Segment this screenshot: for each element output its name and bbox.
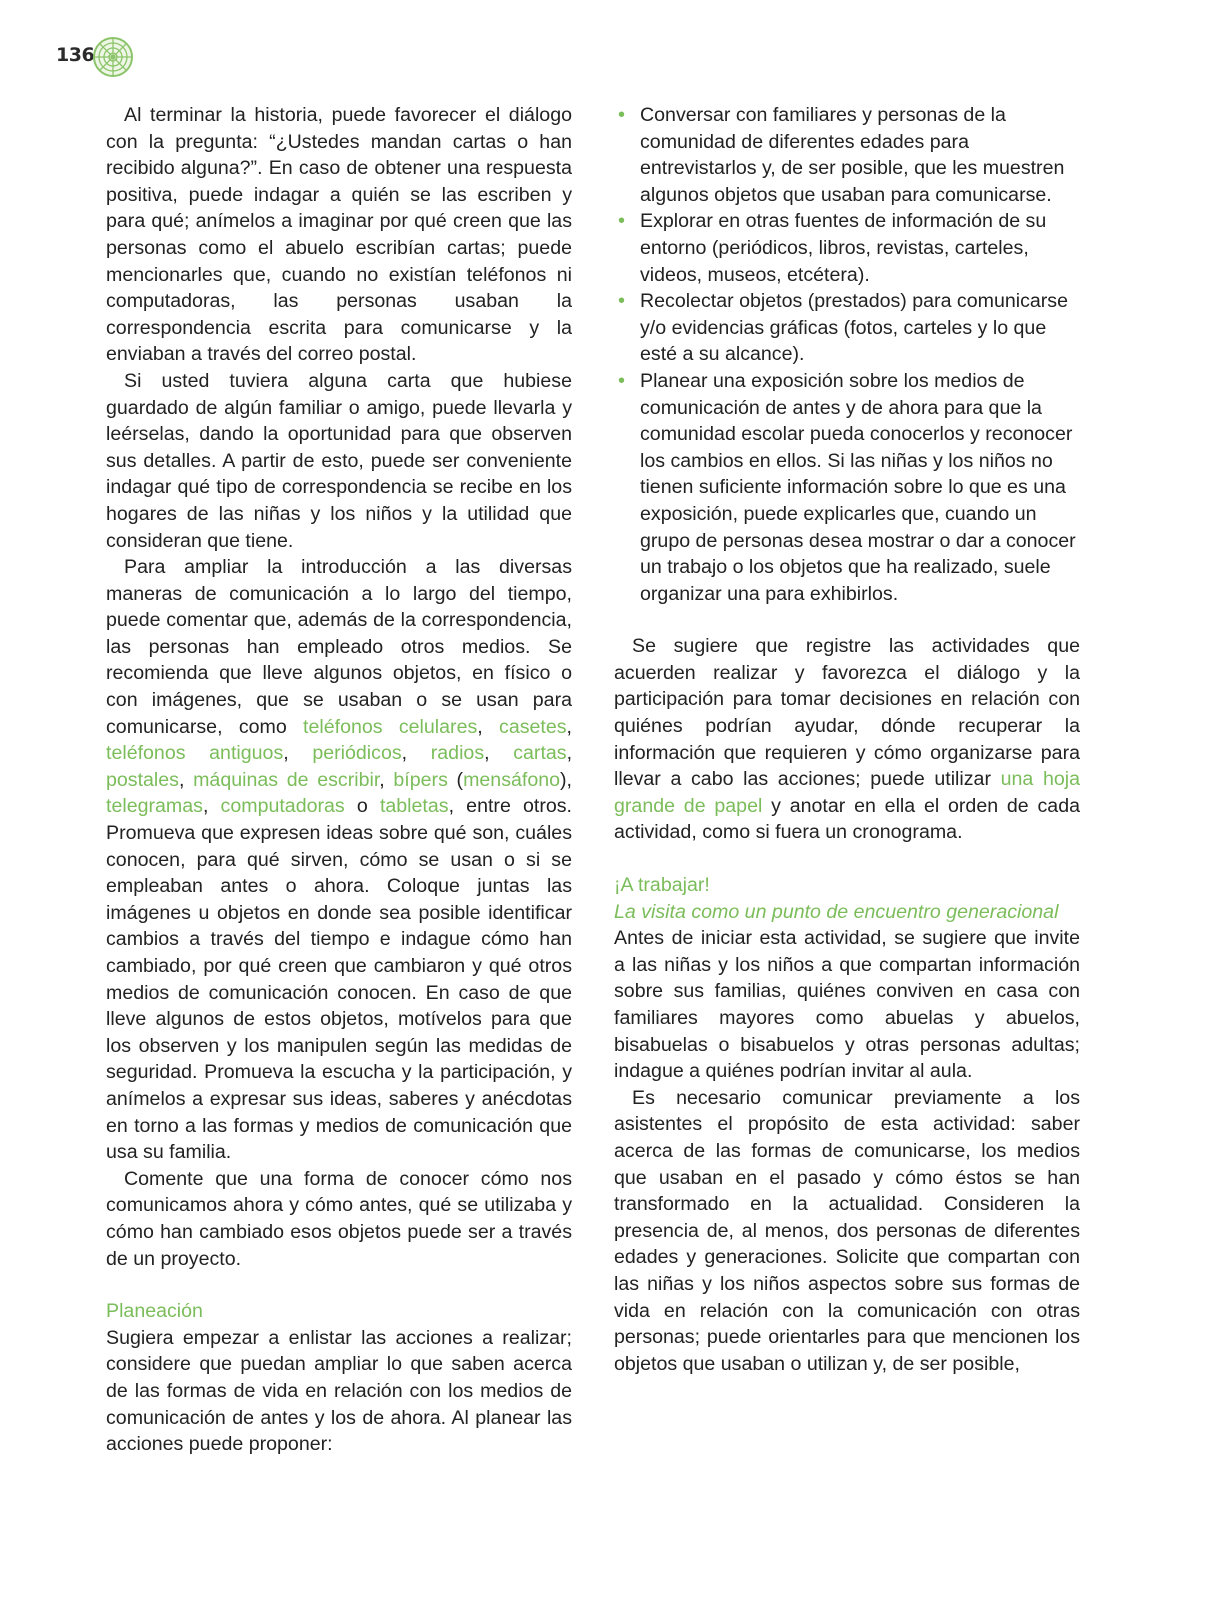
list-item: • Recolectar objetos (prestados) para comunicarse y/o evidencias gráficas (fotos, carteles y lo que esté a su alcance). — [618, 290, 1069, 366]
term-tablets: tabletas — [379, 795, 449, 818]
term-telegrams: telegramas — [106, 795, 203, 818]
bullet-icon: • — [618, 369, 626, 392]
subheading-visit: La visita como un punto de encuentro generacional — [614, 900, 1059, 923]
term-letters: cartas — [513, 742, 567, 765]
term-radios: radios — [430, 742, 485, 765]
paragraph-invite: Antes de iniciar esta actividad, se sugiere que invite a las niñas y los niños a que compartan información sobre sus familias, quiénes conviven en casa con familiares mayores como abuelas y abuelos, bisabuelas o bisabuelos y otras personas adultas; indague a quiénes podrían invitar al aula. — [614, 927, 1080, 1083]
page-number: 136 — [56, 44, 95, 66]
term-cassettes: casetes — [499, 715, 567, 738]
term-typewriters: máquinas de escribir — [193, 768, 380, 791]
left-column — [106, 102, 572, 1458]
term-postcards: postales — [106, 768, 179, 791]
term-paper-sheet: una hoja grande de papel — [614, 768, 1080, 817]
term-newspapers: periódicos — [312, 742, 402, 765]
paragraph-letter: Si usted tuviera alguna carta que hubiese guardado de algún familiar o amigo, puede llevarla y leérselas, dando la oportunidad para que observen sus detalles. A partir de esto, puede ser conveniente indagar qué tipo de correspondencia se recibe en los hogares de las niñas y los niños y la utilidad que consideran que tiene. — [106, 369, 572, 552]
bullet-icon: • — [618, 104, 626, 126]
term-cell-phones: teléfonos celulares — [303, 715, 478, 738]
paragraph-dialogue: Al terminar la historia, puede favorecer el diálogo con la pregunta: “¿Ustedes mandan cartas o han recibido alguna?”. En caso de obtener una respuesta positiva, puede indagar a quién se las escriben y para qué; anímelos a imaginar por qué creen que las personas como el abuelo escribían cartas; puede mencionarles que, cuando no existían teléfonos ni computadoras, las personas usaban la correspondencia escrita para comunicarse y la enviaban a través del correo postal. — [106, 104, 572, 366]
term-mensafono: mensáfono — [463, 768, 561, 791]
paragraph-communication-objects: Para ampliar la introducción a las diversas maneras de comunicación a lo largo del tiempo, puede comentar que, además de la correspondencia, las personas han empleado otros medios. Se recomienda que lleve algunos objetos, en físico o con imágenes, que se usaban o se usan para comunicarse, como teléfonos celulares, casetes, teléfonos antiguos, periódicos, radios, cartas, postales, máquinas de escribir, bípers (mensáfono), telegramas, computadoras o tabletas, entre otros. Promueva que expresen ideas sobre qué son, cuáles conocen, para qué sirven, cómo se usan o si se empleaban antes o ahora. Coloque juntas las imágenes u objetos en donde sea posible identificar cambios a través del tiempo e indague cómo han cambiado, por qué creen que cambiaron y qué otros medios de comunicación conocen. En caso de que lleve algunos de estos objetos, motívelos para que los observen y los manipulen según las medidas de seguridad. Promueva la escucha y la participación, y anímelos a expresar sus ideas, saberes y anécdotas en torno a las formas y medios de comunicación que usa su familia. — [106, 556, 573, 1164]
paragraph-communicate-purpose: Es necesario comunicar previamente a los asistentes el propósito de esta actividad: saber acerca de las formas de comunicarse, los medios que usaban en el pasado y cómo éstos se han transformado en la actualidad. Consideren la presencia de, al menos, dos personas de diferentes edades y generaciones. Solicite que compartan con las niñas y los niños aspectos sobre sus formas de vida en relación con la comunicación con otras personas; puede orientarles para que mencionen los objetos que usaban o utilizan y, de ser posible, — [614, 1086, 1080, 1375]
bullet-icon: • — [618, 210, 626, 233]
term-old-phones: teléfonos antiguos — [106, 742, 284, 765]
heading-planeacion: Planeación — [106, 1300, 203, 1323]
green-circular-emblem-icon — [92, 36, 134, 78]
list-item: • Conversar con familiares y personas de la comunidad de diferentes edades para entrevistarlos y, de ser posible, que les muestren algunos objetos que usaban para comunicarse. — [618, 104, 1065, 206]
paragraph-project: Comente que una forma de conocer cómo nos comunicamos ahora y cómo antes, qué se utilizaba y cómo han cambiado esos objetos puede ser a través de un proyecto. — [106, 1167, 572, 1270]
activity-list — [614, 102, 1080, 607]
term-beepers: bípers — [393, 768, 448, 791]
bullet-icon: • — [618, 290, 626, 313]
list-item: • Planear una exposición sobre los medios de comunicación de antes y de ahora para que la comunidad escolar pueda conocerlos y reconocer los cambios en ellos. Si las niñas y los niños no tienen suficiente información sobre lo que es una exposición, puede explicarles que, cuando un grupo de personas desea mostrar o dar a conocer un trabajo o los objetos que ha realizado, suele organizar una para exhibirlos. — [618, 369, 1076, 605]
heading-a-trabajar: ¡A trabajar! — [614, 874, 710, 897]
paragraph-planning: Sugiera empezar a enlistar las acciones a realizar; considere que puedan ampliar lo que saben acerca de las formas de vida en relación con los medios de comunicación de antes y los de ahora. Al planear las acciones puede proponer: — [106, 1326, 572, 1456]
term-computers: computadoras — [220, 795, 345, 818]
right-column — [614, 102, 1080, 1377]
list-item: • Explorar en otras fuentes de información de su entorno (periódicos, libros, revistas, carteles, videos, museos, etcétera). — [618, 210, 1047, 286]
paragraph-register-activities: Se sugiere que registre las actividades que acuerden realizar y favorezca el diálogo y la participación para tomar decisiones en relación con quiénes podrían ayudar, dónde recuperar la información que requieren y cómo organizarse para llevar a cabo las acciones; puede utilizar una hoja grande de papel y anotar en ella el orden de cada actividad, como si fuera un cronograma. — [614, 635, 1080, 844]
